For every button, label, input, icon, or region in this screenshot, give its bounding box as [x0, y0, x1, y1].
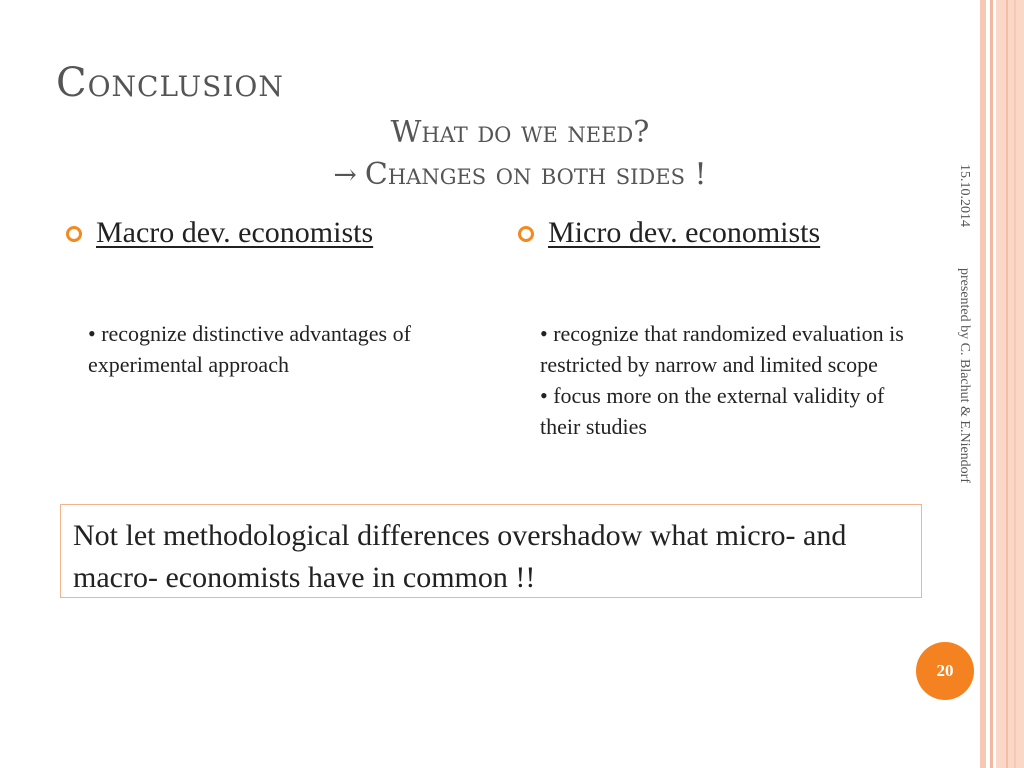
- list-item: • focus more on the external validity of their studies: [540, 383, 885, 439]
- decorative-stripe: [990, 0, 993, 768]
- decorative-stripe: [1006, 0, 1008, 768]
- decorative-stripe: [1014, 0, 1016, 768]
- subtitle-line-2-text: Changes on both sides !: [364, 157, 707, 192]
- list-item: • recognize that randomized evaluation is restricted by narrow and limited scope: [540, 321, 904, 377]
- page-number: 20: [936, 661, 954, 680]
- right-heading-text: Micro dev. economists: [548, 216, 821, 249]
- page-number-badge: [916, 642, 974, 700]
- side-date: 15.10.2014: [957, 164, 972, 227]
- slide-title: Conclusion: [56, 60, 284, 106]
- right-column-body: [540, 318, 930, 442]
- left-column-body: [88, 318, 458, 380]
- slide-subtitle: [240, 112, 800, 196]
- decorative-stripe: [980, 0, 986, 768]
- bullet-ring-icon: [66, 226, 82, 242]
- side-presenter: presented by C. Blachut & E.Niendorf: [957, 268, 972, 484]
- left-column-heading: [66, 216, 373, 250]
- right-arrow-icon: →: [333, 158, 357, 191]
- left-heading-text: Macro dev. economists: [96, 216, 374, 249]
- subtitle-line-2: [240, 154, 800, 196]
- decorative-stripe: [996, 0, 1024, 768]
- bullet-ring-icon: [518, 226, 534, 242]
- list-item: • recognize distinctive advantages of experimental approach: [88, 321, 411, 377]
- subtitle-line-1: What do we need?: [390, 115, 650, 150]
- right-column-heading: [518, 216, 820, 250]
- highlight-box: Not let methodological differences overshadow what micro- and macro- economists have in common !!: [60, 504, 922, 598]
